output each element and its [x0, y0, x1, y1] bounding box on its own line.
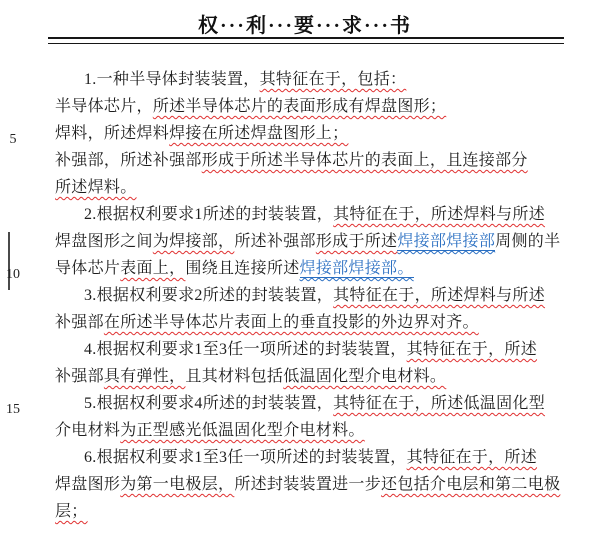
spellcheck-flagged-text: 所述半导体芯片的表面形成有焊盘图形； — [152, 98, 447, 115]
spellcheck-flagged-text: 还包括介电层和第二电极 — [381, 476, 561, 493]
body-text: 补强部 — [55, 368, 104, 385]
body-text: 4.根据权利要求1至3任一项所述的封装装置， — [84, 341, 407, 358]
spellcheck-flagged-text: 层； — [55, 503, 88, 520]
text-line — [55, 471, 595, 498]
body-text: 周侧的半 — [495, 233, 561, 250]
body-text: 6.根据权利要求1至3任一项所述的封装装置， — [84, 449, 407, 466]
text-line — [55, 66, 595, 93]
spellcheck-flagged-text: 低温固化型介电材料。 — [283, 368, 447, 385]
text-line — [55, 444, 595, 471]
body-text: 2.根据权利要求1所述的封装装置， — [84, 206, 334, 223]
body-text: 所述封装装置进一步 — [234, 476, 382, 493]
inserted-text: 焊接部焊接部。 — [299, 260, 414, 277]
text-line — [55, 417, 595, 444]
spellcheck-flagged-text: 其特征在于，所述 — [406, 341, 538, 358]
spellcheck-flagged-text: 为正型感光低温固化型介电材料。 — [120, 422, 365, 439]
body-text: 焊盘图形 — [55, 476, 121, 493]
body-text: 补强部，所述补强部 — [55, 152, 202, 169]
inserted-text: 焊接部焊接部 — [397, 233, 496, 250]
title-rule-bottom — [48, 43, 564, 44]
spellcheck-flagged-text: 在所述半导体芯片表面上的垂直投影的外边界对齐。 — [103, 314, 479, 331]
claims-text-block — [55, 66, 595, 525]
text-line — [55, 174, 595, 201]
text-line — [55, 282, 595, 309]
text-line — [55, 228, 595, 255]
spellcheck-flagged-text: 为焊接部， — [152, 233, 235, 250]
page-title: 权···利···要···求···书 — [197, 15, 413, 37]
text-line — [55, 120, 595, 147]
spellcheck-flagged-text: 其特征在于，所述焊料与所述 — [333, 206, 546, 223]
text-line — [55, 309, 595, 336]
spellcheck-flagged-text: 所述焊料。 — [55, 179, 137, 196]
text-line — [55, 147, 595, 174]
spellcheck-flagged-text: 其特征在于，所述 — [406, 449, 538, 466]
body-text: 1.一种半导体封装装置， — [84, 71, 260, 88]
spellcheck-flagged-text: 其特征在于，所述焊料与所述 — [333, 287, 546, 304]
body-text: 半导体芯片， — [55, 98, 153, 115]
body-text: 3.根据权利要求2所述的封装装置， — [84, 287, 334, 304]
body-text: 所述补强部 — [234, 233, 316, 250]
line-number: 5 — [9, 132, 17, 147]
spellcheck-flagged-text: 焊接在所述焊盘图形上； — [169, 125, 349, 142]
body-text: 5.根据权利要求4所述的封装装置， — [84, 395, 334, 412]
spellcheck-flagged-text: 具有弹性， — [103, 368, 186, 385]
line-number: 10 — [6, 267, 20, 282]
body-text: 导体芯片 — [55, 260, 121, 277]
body-text: 围绕且连接所述 — [185, 260, 300, 277]
line-number: 15 — [6, 402, 20, 417]
body-text: 介电材料 — [55, 422, 121, 439]
spellcheck-flagged-text: 形成于所述半导体芯片的表面上，且连接部分 — [201, 152, 528, 169]
spellcheck-flagged-text: 形成于所述 — [315, 233, 398, 250]
body-text: 且其材料包括 — [185, 368, 284, 385]
text-line — [55, 201, 595, 228]
spellcheck-flagged-text: 表面上， — [120, 260, 186, 277]
text-line — [55, 336, 595, 363]
text-line — [55, 498, 595, 525]
body-text: 补强部 — [55, 314, 104, 331]
spellcheck-flagged-text: 其特征在于，包括： — [259, 71, 407, 88]
body-text: 焊盘图形之间 — [55, 233, 153, 250]
text-line — [55, 390, 595, 417]
spellcheck-flagged-text: 其特征在于，所述低温固化型 — [333, 395, 546, 412]
text-line — [55, 255, 595, 282]
title-rule-top — [48, 37, 564, 39]
text-line — [55, 363, 595, 390]
spellcheck-flagged-text: 为第一电极层， — [120, 476, 235, 493]
text-line — [55, 93, 595, 120]
body-text: 焊料，所述焊料 — [55, 125, 170, 142]
